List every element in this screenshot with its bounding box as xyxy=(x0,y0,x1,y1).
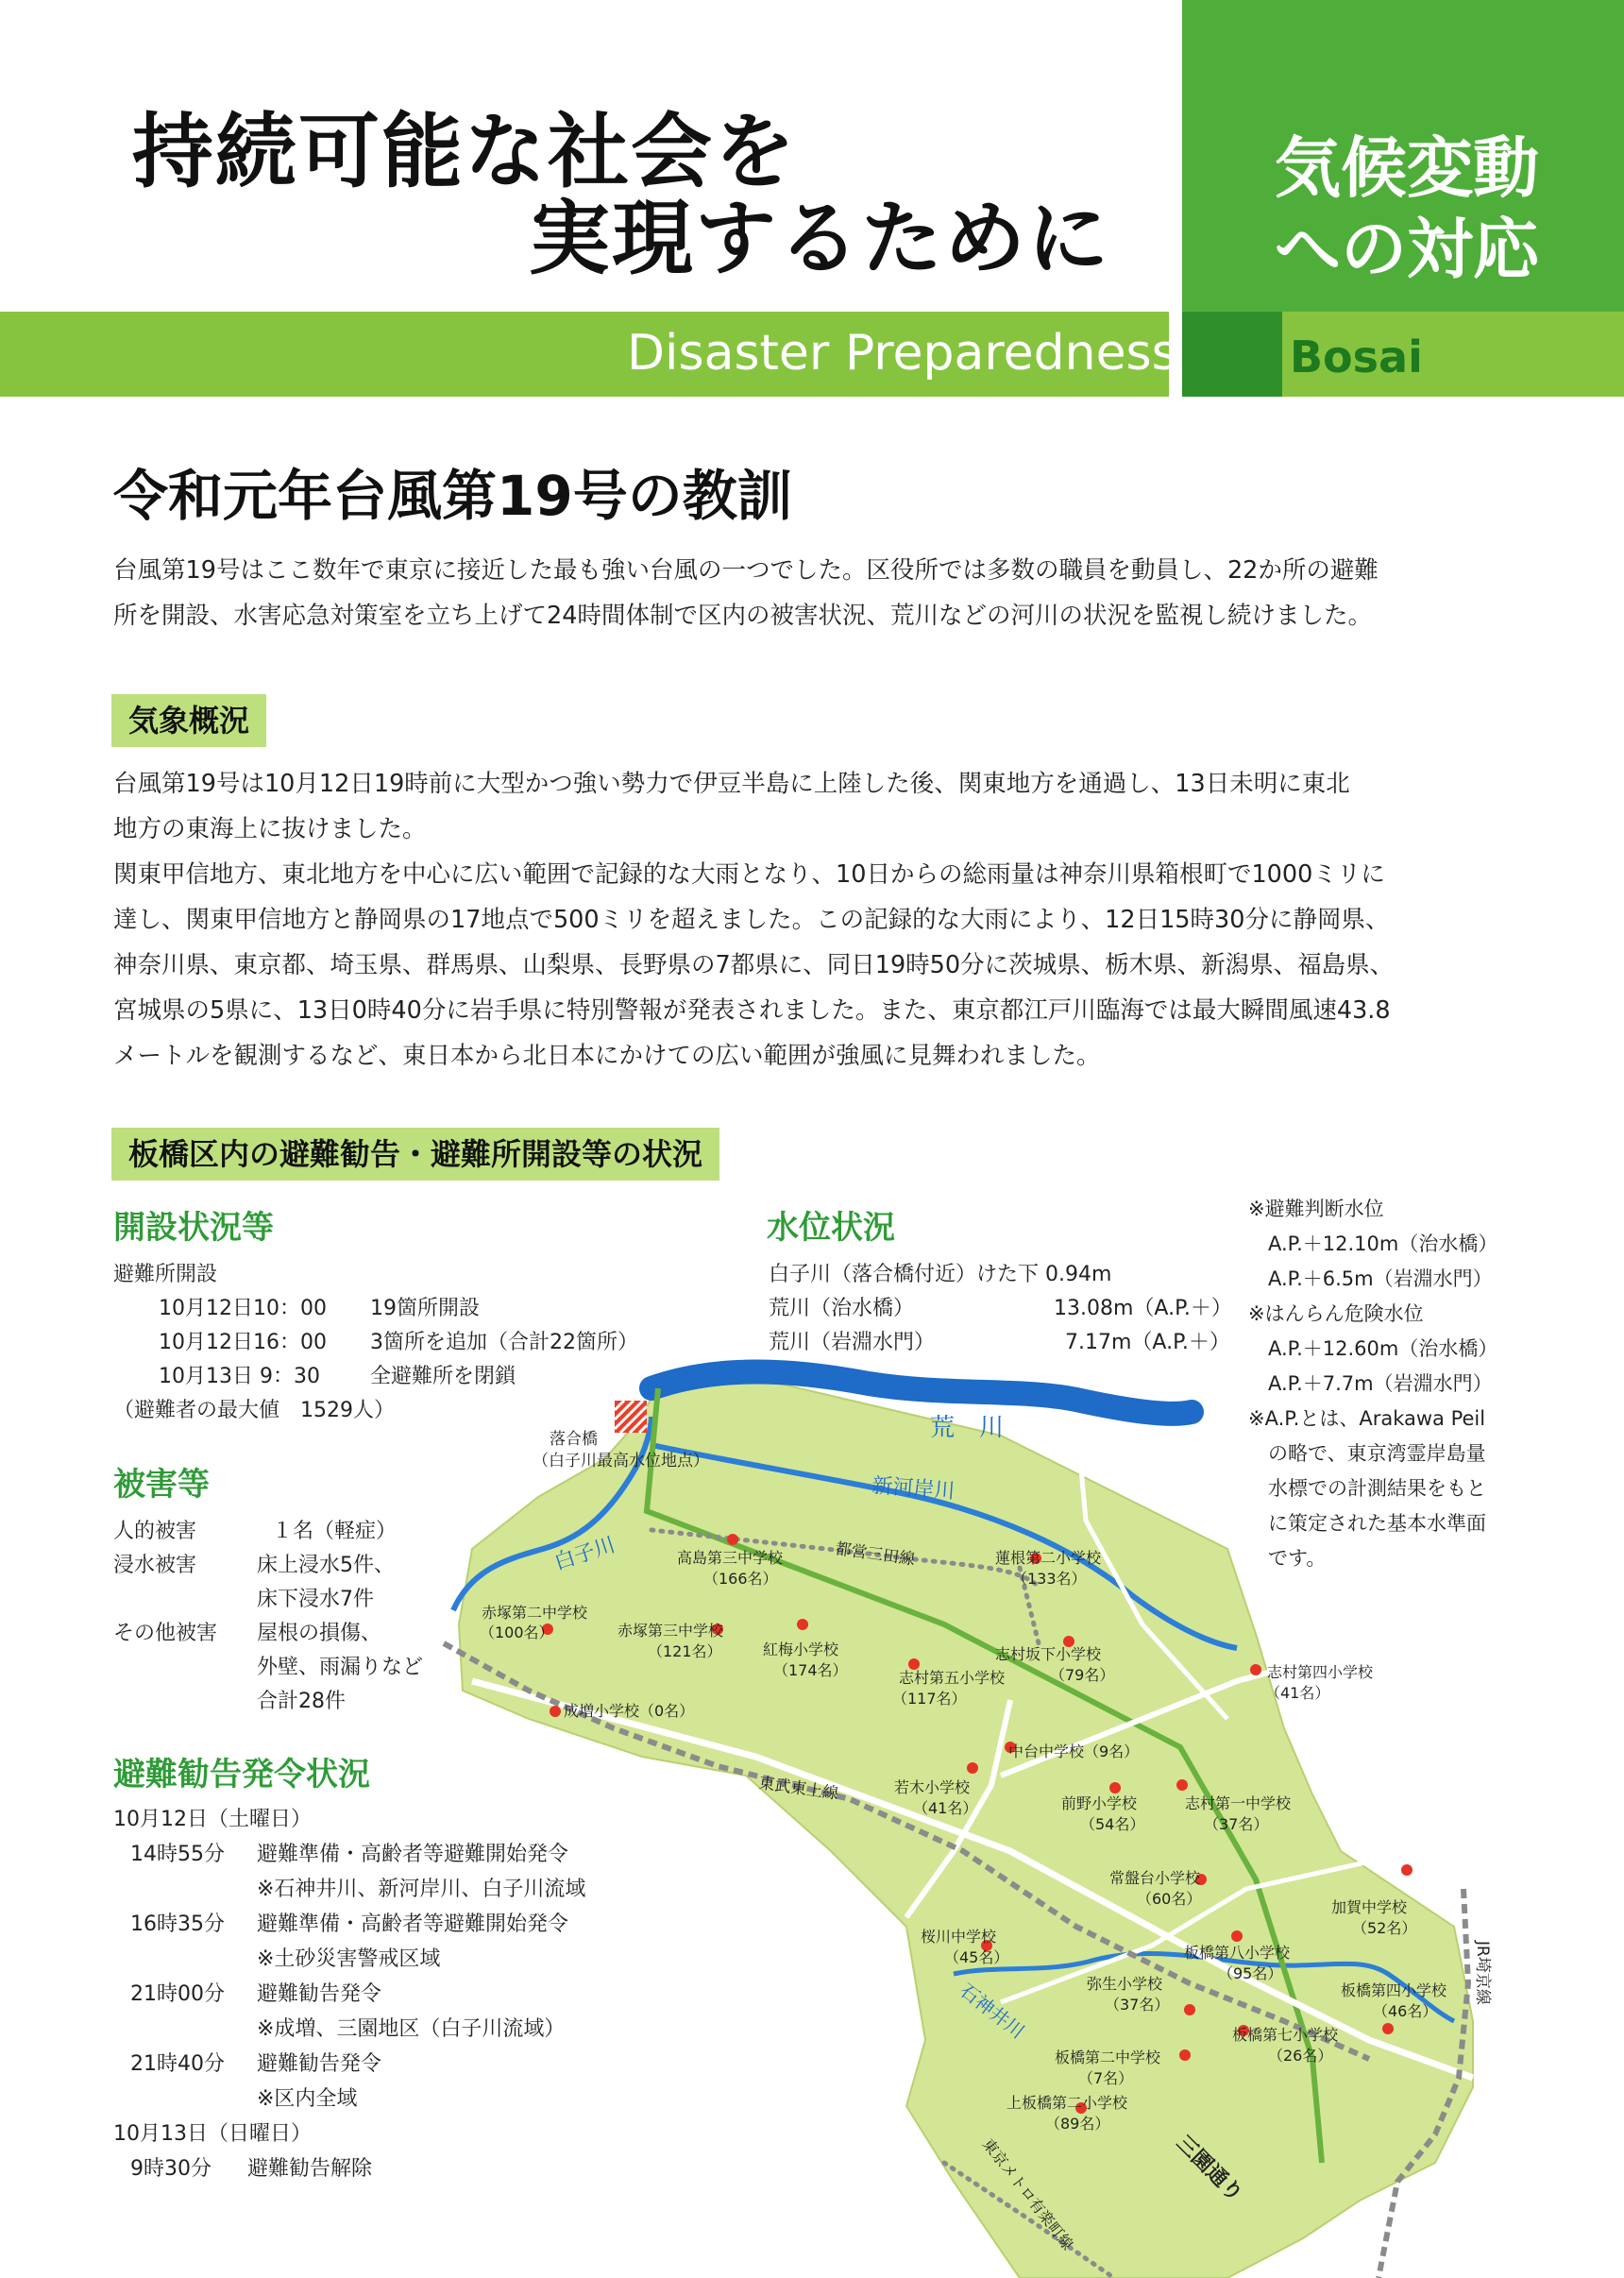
note-line: です。 xyxy=(1248,1547,1327,1570)
school-label: 板橋第二中学校 xyxy=(1055,2048,1161,2066)
advisory-text: 避難勧告解除 xyxy=(247,2157,373,2181)
damage-row xyxy=(113,1515,423,1549)
school-label: 加賀中学校 xyxy=(1331,1898,1408,1916)
school-dot xyxy=(1382,2023,1394,2034)
water-heading: 水位状況 xyxy=(767,1209,895,1247)
opening-text: 全避難所を閉鎖 xyxy=(370,1365,516,1388)
school-count: （37名） xyxy=(1105,1996,1170,2014)
school-label: 上板橋第二小学校 xyxy=(1007,2094,1128,2112)
bridge-label-note: （白子川最高水位地点） xyxy=(533,1452,709,1470)
school-dot xyxy=(797,1619,808,1630)
note-line: A.P.＋7.7m（岩淵水門） xyxy=(1248,1372,1493,1395)
rail-label-mita: 都営三田線 xyxy=(834,1539,917,1570)
note-line: A.P.＋6.5m（岩淵水門） xyxy=(1248,1267,1493,1290)
water-value: 13.08m（A.P.＋） xyxy=(1054,1297,1232,1320)
school-dot xyxy=(1401,1864,1413,1876)
advisory-row xyxy=(113,1977,585,2012)
river-label-arakawa: 荒 川 xyxy=(930,1414,1005,1442)
note-line: A.P.＋12.60m（治水橋） xyxy=(1248,1337,1498,1360)
school-count: （54名） xyxy=(1080,1815,1145,1833)
water-name: 荒川（岩淵水門） xyxy=(769,1331,936,1354)
opening-date: 10月12日16：00 xyxy=(159,1331,327,1354)
school-count: （41名） xyxy=(1265,1684,1330,1702)
note-line: に策定された基本水準面 xyxy=(1248,1512,1486,1535)
school-label: 志村第四小学校 xyxy=(1267,1663,1374,1681)
advisory-text: 避難勧告発令 xyxy=(257,2052,382,2076)
school-count: （95名） xyxy=(1218,1964,1283,1982)
school-dot xyxy=(1184,2004,1195,2015)
advisory-text: 避難準備・高齢者等避難開始発令 xyxy=(257,1843,569,1866)
status-heading: 板橋区内の避難勧告・避難所開設等の状況 xyxy=(111,1128,719,1181)
damage-row xyxy=(113,1583,423,1617)
opening-row xyxy=(159,1326,638,1360)
damage-row xyxy=(113,1685,423,1719)
advisory-list xyxy=(113,1802,585,2186)
school-label: 高島第三中学校 xyxy=(677,1549,784,1567)
advisory-text: 避難勧告発令 xyxy=(257,1982,382,2006)
english-tag: Bosai xyxy=(1290,332,1423,382)
school-count: （7名） xyxy=(1078,2069,1134,2087)
school-count: （46名） xyxy=(1373,2002,1438,2020)
school-label: 志村第一中学校 xyxy=(1185,1794,1292,1812)
rail-label-jr: JR埼京線 xyxy=(1473,1941,1492,2005)
weather-line: 達し、関東甲信地方と静岡県の17地点で500ミリを超えました。この記録的な大雨により、12日15時30分に静岡県、 xyxy=(113,906,1390,934)
water-notes xyxy=(1248,1192,1497,1576)
school-count: （79名） xyxy=(1050,1666,1115,1684)
school-label: 板橋第四小学校 xyxy=(1341,1981,1447,1999)
english-title: Disaster Preparedness xyxy=(627,325,1177,382)
school-label: 桜川中学校 xyxy=(921,1928,997,1946)
school-count: （121名） xyxy=(648,1642,722,1660)
school-count: （37名） xyxy=(1204,1815,1269,1833)
school-label: 赤塚第三中学校 xyxy=(617,1622,724,1640)
opening-heading: 開設状況等 xyxy=(113,1209,274,1247)
note-line: 水標での計測結果をもと xyxy=(1248,1477,1486,1500)
school-count: （89名） xyxy=(1045,2115,1110,2133)
intro-line: 台風第19号はここ数年で東京に接近した最も強い台風の一つでした。区役所では多数の職員を動員し、22か所の避難 xyxy=(113,556,1379,585)
main-heading: 令和元年台風第19号の教訓 xyxy=(113,464,792,528)
school-dot xyxy=(727,1534,738,1545)
school-dot xyxy=(1231,1930,1243,1942)
advisory-note: ※区内全域 xyxy=(257,2087,358,2111)
school-count: （41名） xyxy=(913,1799,978,1817)
damage-row xyxy=(113,1549,423,1583)
advisory-note: ※成増、三園地区（白子川流域） xyxy=(257,2017,566,2041)
rail-label-tobu: 東武東上線 xyxy=(757,1774,840,1804)
school-count: （117名） xyxy=(892,1690,967,1708)
damage-label: 人的被害 xyxy=(113,1520,197,1543)
opening-row xyxy=(159,1292,480,1326)
advisory-text: 避難準備・高齢者等避難開始発令 xyxy=(257,1912,569,1936)
school-dot xyxy=(550,1706,561,1717)
water-row: 白子川（落合橋付近）けた下 0.94m xyxy=(769,1263,1112,1286)
school-label: 前野小学校 xyxy=(1061,1794,1138,1812)
advisory-time: 21時40分 xyxy=(130,2052,225,2076)
advisory-row xyxy=(113,2047,585,2082)
rail-label-yurakucho: 東京メトロ有楽町線 xyxy=(978,2134,1077,2253)
page-title-line1: 持続可能な社会を xyxy=(132,105,797,199)
school-label: 板橋第七小学校 xyxy=(1232,2026,1339,2044)
weather-heading: 気象概況 xyxy=(111,694,266,747)
school-count: （100名） xyxy=(480,1624,554,1641)
advisory-time: 21時00分 xyxy=(130,1982,225,2006)
opening-text: 3箇所を追加（合計22箇所） xyxy=(370,1331,638,1354)
school-label: 成増小学校（0名） xyxy=(564,1702,695,1720)
school-label: 志村第五小学校 xyxy=(899,1669,1006,1687)
topic-line1: 気候変動 xyxy=(1275,129,1539,207)
school-label: 志村坂下小学校 xyxy=(995,1645,1102,1663)
school-dot xyxy=(967,1762,978,1774)
weather-line: 宮城県の5県に、13日0時40分に岩手県に特別警報が発表されました。また、東京都江戸川臨海では最大瞬間風速43.8 xyxy=(113,996,1391,1025)
opening-text: 19箇所開設 xyxy=(370,1297,480,1320)
school-count: （166名） xyxy=(703,1570,778,1588)
page-title-line2: 実現するために xyxy=(529,192,1110,286)
water-value: 7.17m（A.P.＋） xyxy=(1065,1331,1230,1354)
opening-row xyxy=(159,1360,516,1394)
school-label: 赤塚第二中学校 xyxy=(482,1604,588,1622)
river-label-shirako: 白子川 xyxy=(551,1533,618,1575)
school-dot xyxy=(1179,2049,1191,2061)
note-line: ※避難判断水位 xyxy=(1248,1198,1384,1220)
intro-line: 所を開設、水害応急対策室を立ち上げて24時間体制で区内の被害状況、荒川などの河川の状況を監視し続けました。 xyxy=(113,602,1372,630)
damage-list xyxy=(113,1515,423,1719)
advisory-row xyxy=(113,2151,585,2186)
school-count: （26名） xyxy=(1268,2047,1333,2065)
advisory-row xyxy=(113,1837,585,1872)
river-label-shingashi: 新河岸川 xyxy=(871,1474,956,1504)
school-count: （133名） xyxy=(1012,1570,1087,1588)
school-label: 弥生小学校 xyxy=(1087,1975,1163,1993)
advisory-time: 9時30分 xyxy=(130,2157,211,2181)
advisory-time: 16時35分 xyxy=(130,1912,225,1936)
advisory-heading: 避難勧告発令状況 xyxy=(113,1756,370,1794)
weather-line: 関東甲信地方、東北地方を中心に広い範囲で記録的な大雨となり、10日からの総雨量は神奈川県箱根町で1000ミリに xyxy=(113,860,1385,889)
note-line: ※はんらん危険水位 xyxy=(1248,1302,1424,1325)
school-label: 紅梅小学校 xyxy=(763,1640,839,1658)
advisory-row xyxy=(113,1907,585,1942)
damage-value: 床下浸水7件 xyxy=(257,1588,374,1611)
weather-line: 地方の東海上に抜けました。 xyxy=(113,815,427,843)
note-line: A.P.＋12.10m（治水橋） xyxy=(1248,1232,1498,1255)
water-row xyxy=(769,1292,1232,1326)
advisory-note: ※土砂災害警戒区域 xyxy=(257,1947,441,1971)
school-label: 常盤台小学校 xyxy=(1109,1869,1201,1887)
opening-label: 避難所開設 xyxy=(113,1263,218,1286)
damage-row xyxy=(113,1617,423,1651)
opening-date: 10月13日 9：30 xyxy=(159,1365,320,1388)
highway-label: 三園通り xyxy=(1171,2131,1247,2207)
school-dot xyxy=(1109,1782,1121,1794)
damage-value: 合計28件 xyxy=(257,1690,346,1713)
school-label: 若木小学校 xyxy=(894,1778,971,1796)
damage-value: 外壁、雨漏りなど xyxy=(257,1656,424,1679)
topic-line2: への対応 xyxy=(1275,211,1539,288)
school-label: 中台中学校（9名） xyxy=(1008,1742,1140,1760)
school-dot xyxy=(1176,1779,1188,1791)
damage-label: 浸水被害 xyxy=(113,1554,197,1577)
opening-max-note: （避難者の最大値 1529人） xyxy=(113,1399,395,1422)
school-dot xyxy=(1250,1664,1261,1675)
school-count: （174名） xyxy=(773,1661,848,1679)
advisory-day: 10月13日（日曜日） xyxy=(113,2122,312,2146)
water-name: 荒川（治水橋） xyxy=(769,1297,915,1320)
damage-label: その他被害 xyxy=(113,1622,218,1645)
note-line: ※A.P.とは、Arakawa Peil xyxy=(1248,1407,1486,1430)
weather-line: 神奈川県、東京都、埼玉県、群馬県、山梨県、長野県の7都県に、同日19時50分に茨城県、栃木県、新潟県、福島県、 xyxy=(113,951,1395,979)
advisory-note: ※石神井川、新河岸川、白子川流域 xyxy=(257,1878,586,1901)
damage-value: 床上浸水5件、 xyxy=(257,1554,395,1577)
ochiai-bridge-icon xyxy=(615,1401,647,1433)
opening-date: 10月12日10：00 xyxy=(159,1297,327,1320)
river-label-shakujii: 石神井川 xyxy=(955,1979,1029,2044)
bridge-label: 落合橋 xyxy=(550,1430,598,1449)
school-count: （52名） xyxy=(1352,1919,1417,1937)
school-label: 板橋第八小学校 xyxy=(1184,1944,1291,1962)
damage-row xyxy=(113,1651,423,1685)
damage-value: 屋根の損傷、 xyxy=(257,1622,382,1645)
advisory-time: 14時55分 xyxy=(130,1843,225,1866)
note-line: の略で、東京湾霊岸島量 xyxy=(1248,1442,1486,1465)
damage-value: １名（軽症） xyxy=(272,1520,398,1543)
school-count: （60名） xyxy=(1137,1890,1202,1908)
school-count: （45名） xyxy=(944,1948,1009,1966)
school-label: 蓮根第二小学校 xyxy=(995,1549,1102,1567)
weather-line: メートルを観測するなど、東日本から北日本にかけての広い範囲が強風に見舞われました。 xyxy=(113,1042,1101,1070)
advisory-day: 10月12日（土曜日） xyxy=(113,1808,312,1831)
water-row xyxy=(769,1326,1230,1360)
weather-line: 台風第19号は10月12日19時前に大型かつ強い勢力で伊豆半島に上陸した後、関東地方を通過し、13日未明に東北 xyxy=(113,770,1350,798)
damage-heading: 被害等 xyxy=(113,1466,210,1504)
